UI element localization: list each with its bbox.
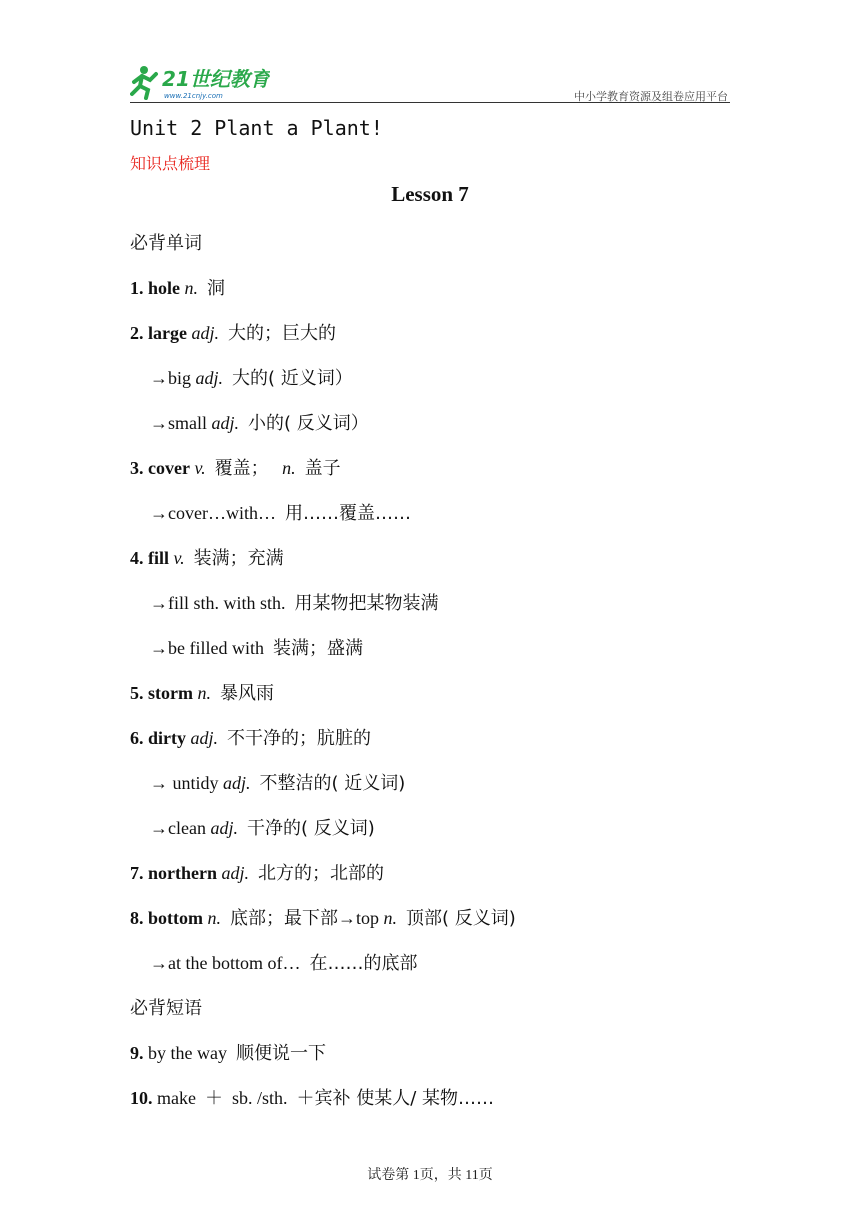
entry-meaning: 暴风雨 <box>219 683 274 704</box>
logo <box>130 62 270 102</box>
entry-word: large <box>148 323 187 343</box>
part-of-speech: v. <box>173 548 185 568</box>
entry-northern <box>130 859 384 885</box>
entry-fill <box>130 544 284 570</box>
entry-meaning: 北方的；北部的 <box>258 863 385 884</box>
part-of-speech: adj. <box>221 863 250 883</box>
entry-word: dirty <box>148 728 186 748</box>
part-of-speech: n. <box>197 683 211 703</box>
runner-logo-icon <box>130 62 270 102</box>
entry-large <box>130 319 336 345</box>
entry-fill-phrase-2 <box>150 634 363 660</box>
entry-meaning: 大的；巨大的 <box>228 323 336 344</box>
page-footer: 试卷第 1页，共 11页 <box>367 1168 493 1183</box>
entry-meaning: 底部；最下部 <box>230 908 338 929</box>
entry-phrase: by the way <box>148 1043 227 1063</box>
lesson-title: Lesson 7 <box>391 182 469 206</box>
related-word: →small <box>150 413 207 433</box>
entry-storm <box>130 679 274 705</box>
entry-meaning: 小的( 反义词） <box>248 413 369 434</box>
related-phrase: →cover…with… <box>150 503 276 523</box>
entry-cover-phrase <box>150 499 411 525</box>
related-word: → untidy <box>150 773 219 793</box>
entry-by-the-way <box>130 1039 326 1065</box>
part-of-speech: adj. <box>195 368 224 388</box>
related-phrase: →at the bottom of… <box>150 953 301 973</box>
entry-word: hole <box>148 278 181 298</box>
part-of-speech: adj. <box>191 323 219 343</box>
plus-sign: ＋ <box>204 1088 223 1109</box>
heading-words: 必背单词 <box>130 233 202 254</box>
entry-number: 4. <box>130 548 144 568</box>
entry-number: 9. <box>130 1043 144 1063</box>
entry-meaning: 装满；盛满 <box>272 638 363 659</box>
part-of-speech: v. <box>194 458 206 478</box>
entry-bottom <box>130 904 516 930</box>
entry-meaning: 洞 <box>207 278 226 299</box>
entry-meaning: 在……的底部 <box>309 953 418 974</box>
part-of-speech: n. <box>184 278 199 298</box>
entry-make <box>130 1084 494 1110</box>
part-of-speech: adj. <box>211 413 240 433</box>
entry-number: 10. <box>130 1088 153 1108</box>
part-of-speech: adj. <box>210 818 238 838</box>
entry-number: 7. <box>130 863 144 883</box>
entry-number: 6. <box>130 728 144 748</box>
part-of-speech: n. <box>282 458 296 478</box>
svg-text:21世纪教育: 21世纪教育 <box>162 67 270 91</box>
entry-meaning: 干净的( 反义词) <box>246 818 375 839</box>
entry-meaning: 顺便说一下 <box>235 1043 326 1064</box>
entry-meaning: 不干净的；肮脏的 <box>227 728 372 749</box>
section-title: 知识点梳理 <box>130 154 211 173</box>
header-divider <box>130 102 730 103</box>
related-word: →top <box>338 908 380 928</box>
heading-phrases: 必背短语 <box>130 998 202 1019</box>
entry-dirty <box>130 724 371 750</box>
entry-number: 3. <box>130 458 144 478</box>
entry-dirty-antonym <box>150 814 375 840</box>
entry-word: northern <box>148 863 217 883</box>
entry-meaning: ＋宾补 使某人/ 某物…… <box>296 1088 495 1109</box>
entry-bottom-phrase <box>150 949 417 975</box>
entry-phrase: sb. /sth. <box>231 1088 288 1108</box>
page-header <box>130 62 730 104</box>
related-phrase: →fill sth. with sth. <box>150 593 286 613</box>
part-of-speech: n. <box>207 908 221 928</box>
entry-phrase: make <box>157 1088 196 1108</box>
entry-meaning: 顶部( 反义词) <box>406 908 516 929</box>
part-of-speech: n. <box>383 908 398 928</box>
entry-number: 5. <box>130 683 144 703</box>
entry-meaning: 盖子 <box>304 458 341 479</box>
entry-fill-phrase-1 <box>150 589 439 615</box>
entry-cover <box>130 454 341 480</box>
related-word: →big <box>150 368 192 388</box>
part-of-speech: adj. <box>223 773 251 793</box>
unit-title: Unit 2 Plant a Plant! <box>130 116 383 140</box>
entry-meaning: 装满；充满 <box>193 548 284 569</box>
header-platform-text: 中小学教育资源及组卷应用平台 <box>574 90 728 103</box>
entry-number: 2. <box>130 323 144 343</box>
entry-word: bottom <box>148 908 203 928</box>
entry-meaning: 用某物把某物装满 <box>294 593 439 614</box>
entry-word: fill <box>148 548 169 568</box>
entry-meaning: 覆盖； <box>214 458 269 479</box>
entry-large-synonym <box>150 364 353 390</box>
part-of-speech: adj. <box>190 728 219 748</box>
entry-meaning: 大的( 近义词） <box>232 368 353 389</box>
svg-text:www.21cnjy.com: www.21cnjy.com <box>164 92 223 100</box>
related-word: →clean <box>150 818 206 838</box>
entry-number: 8. <box>130 908 144 928</box>
entry-number: 1. <box>130 278 144 298</box>
entry-word: storm <box>148 683 193 703</box>
entry-dirty-synonym <box>150 769 405 795</box>
entry-meaning: 不整洁的( 近义词) <box>259 773 406 794</box>
entry-word: cover <box>148 458 190 478</box>
entry-meaning: 用……覆盖…… <box>284 503 411 524</box>
entry-large-antonym <box>150 409 369 435</box>
related-phrase: →be filled with <box>150 638 264 658</box>
entry-hole <box>130 274 225 300</box>
